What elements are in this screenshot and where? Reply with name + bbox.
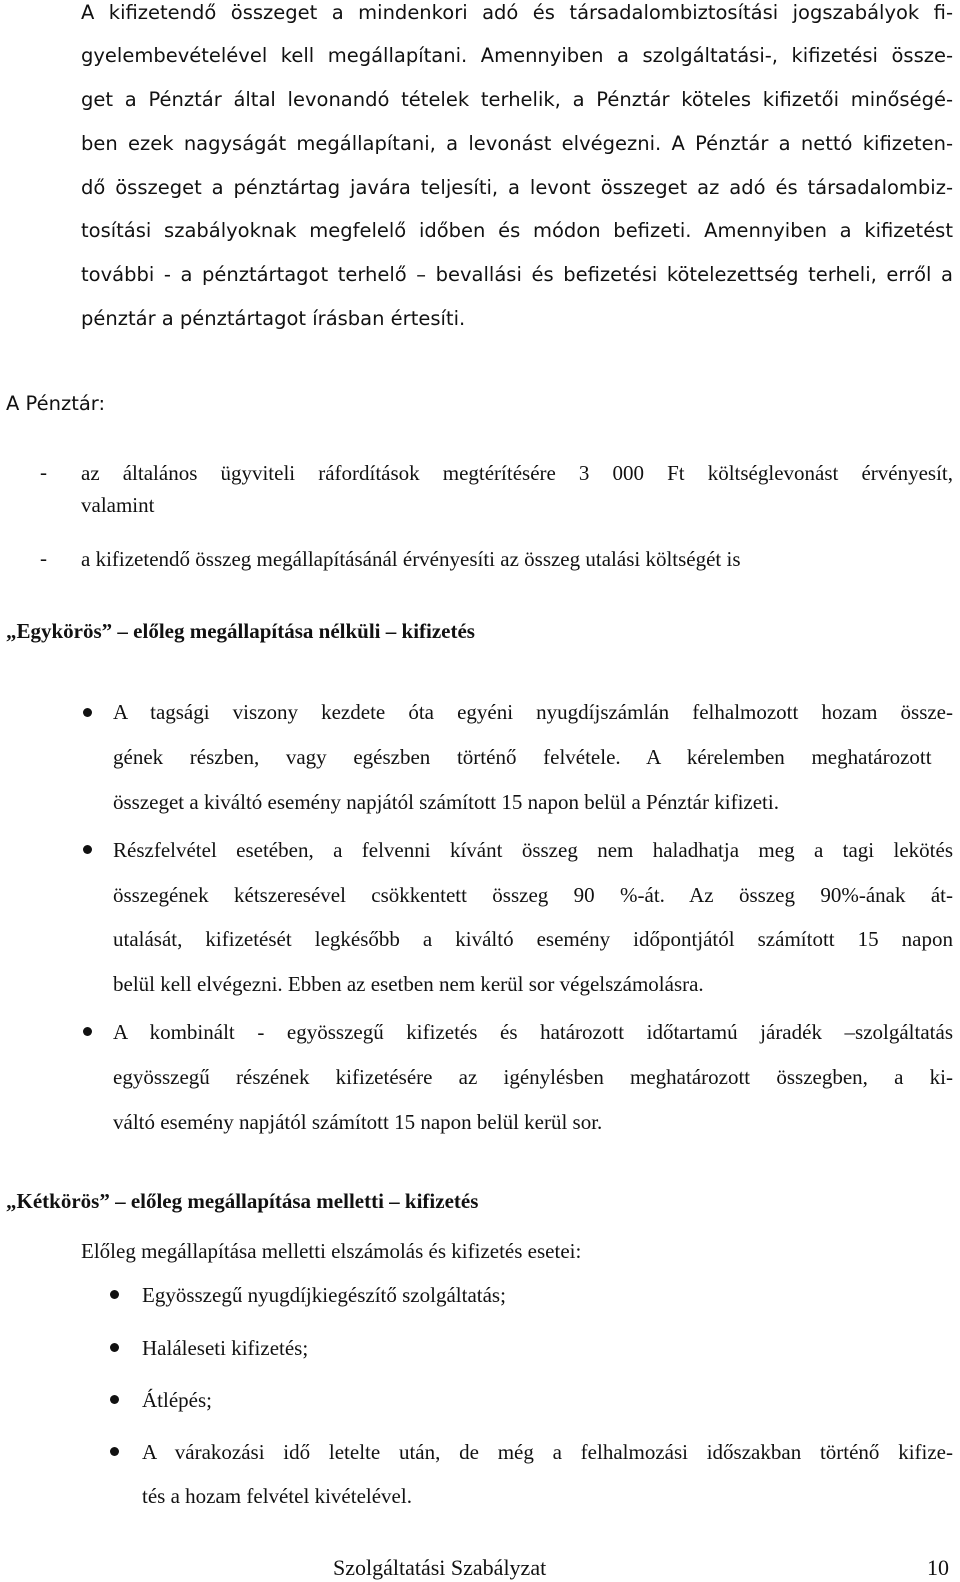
dash-marker: - [40,460,47,484]
bullet-line: egyösszegű részének kifizetésére az igénylésben meghatározott összegben, a ki- [113,1065,953,1089]
bullet-line: A várakozási idő letelte után, de még a felhalmozási időszakban történő kifize- [142,1440,953,1464]
section-intro: Előleg megállapítása melletti elszámolás és kifizetés esetei: [81,1239,582,1263]
footer-page-number: 10 [927,1555,949,1580]
bullet-line: tés a hozam felvétel kivételével. [142,1484,412,1508]
dash-item-line: valamint [81,493,155,517]
section-heading: „Egykörös” – előleg megállapítása nélküli – kifizetés [6,619,475,643]
bullet-icon [83,845,92,854]
bullet-line: összegének kétszeresével csökkentett összeg 90 %-át. Az összeg 90%-ának át- [113,883,953,907]
bullet-icon [83,1027,92,1036]
bullet-line: gének részben, vagy egészben történő felvétele. A kérelemben meghatározott [113,745,932,769]
bullet-line: Egyösszegű nyugdíjkiegészítő szolgáltatás; [142,1283,506,1307]
intro-line: ben ezek nagyságát megállapítani, a levonást elvégezni. A Pénztár a nettó kifizeten- [81,132,953,155]
bullet-icon [83,708,92,717]
section-heading: „Kétkörös” – előleg megállapítása melletti – kifizetés [6,1189,479,1213]
intro-line: további - a pénztártagot terhelő – bevallási és befizetési kötelezettség terheli, erről a [81,263,953,286]
bullet-icon [110,1343,119,1352]
intro-line: pénztár a pénztártagot írásban értesíti. [81,307,466,330]
intro-line: tosítási szabályoknak megfelelő időben és módon befizeti. Amennyiben a kifizetést [81,219,953,242]
intro-line: gyelembevételével kell megállapítani. Amennyiben a szolgáltatási-, kifizetési össze- [81,44,953,67]
intro-line: A kifizetendő összeget a mindenkori adó és társadalombiztosítási jogszabályok fi- [81,1,953,24]
bullet-line: Haláleseti kifizetés; [142,1336,309,1360]
bullet-icon [110,1447,119,1456]
bullet-line: utalását, kifizetését legkésőbb a kiváltó esemény időpontjától számított 15 napon [113,927,953,951]
bullet-line: Átlépés; [142,1388,212,1412]
bullet-line: A tagsági viszony kezdete óta egyéni nyugdíjszámlán felhalmozott hozam össze- [113,700,953,724]
bullet-line: összeget a kiváltó esemény napjától számított 15 napon belül a Pénztár kifizeti. [113,790,779,814]
dash-item-line: az általános ügyviteli ráfordítások megtérítésére 3 000 Ft költséglevonást érvényesít, [81,461,953,485]
footer-title: Szolgáltatási Szabályzat [333,1555,547,1580]
bullet-line: váltó esemény napjától számított 15 napon belül kerül sor. [113,1110,603,1134]
intro-line: dő összeget a pénztártag javára teljesíti, a levont összeget az adó és társadalombiz- [81,176,953,199]
bullet-icon [110,1395,119,1404]
dash-marker: - [40,546,47,570]
bullet-line: A kombinált - egyösszegű kifizetés és határozott időtartamú járadék –szolgáltatás [113,1020,953,1044]
penztar-label: A Pénztár: [6,392,106,415]
bullet-icon [110,1290,119,1299]
bullet-line: Részfelvétel esetében, a felvenni kívánt összeg nem haladhatja meg a tagi lekötés [113,838,953,862]
intro-line: get a Pénztár által levonandó tételek terhelik, a Pénztár köteles kifizetői minőségé- [81,88,953,111]
bullet-line: belül kell elvégezni. Ebben az esetben nem kerül sor végelszámolásra. [113,972,704,996]
dash-item-line: a kifizetendő összeg megállapításánál érvényesíti az összeg utalási költségét is [81,547,741,571]
